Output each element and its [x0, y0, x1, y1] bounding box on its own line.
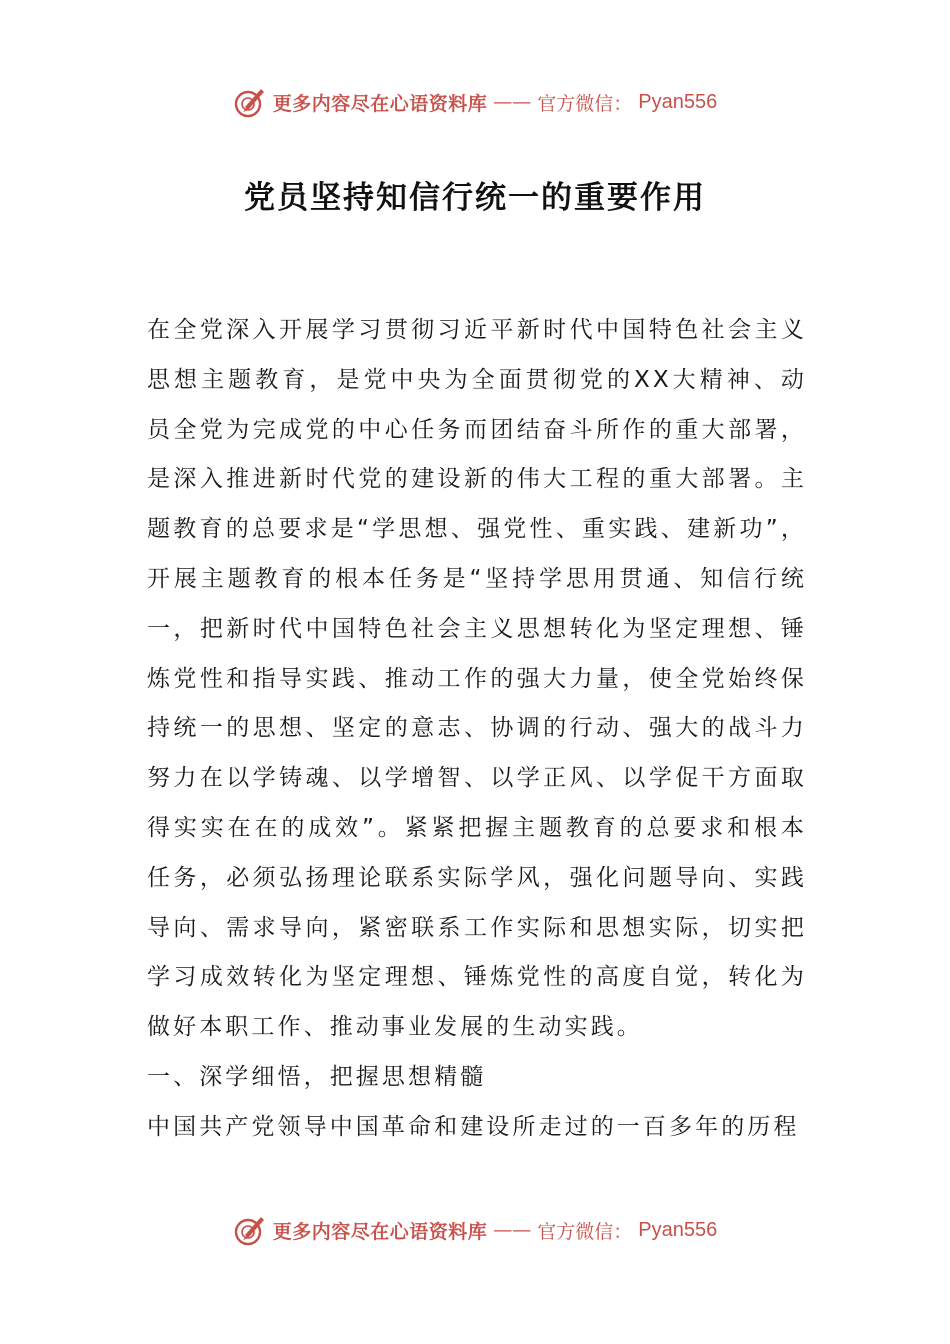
watermark-separator: ——: [493, 1219, 532, 1241]
watermark-brand-text: 更多内容尽在心语资料库: [272, 92, 488, 115]
paragraph-intro: 在全党深入开展学习贯彻习近平新时代中国特色社会主义思想主题教育，是党中央为全面贯彻党的XX大精神、动员全党为完成党的中心任务而团结奋斗所作的重大部署，是深入推进新时代党的建设新的伟大工程的重大部署。主题教育的总要求是“学思想、强党性、重实践、建新功”，开展主题教育的根本任务是“坚持学思用贯通、知信行统一，把新时代中国特色社会主义思想转化为坚定理想、锤炼党性和指导实践、推动工作的强大力量，使全党始终保持统一的思想、坚定的意志、协调的行动、强大的战斗力努力在以学铸魂、以学增智、以学正风、以学促干方面取得实实在在的成效”。紧紧把握主题教育的总要求和根本任务，必须弘扬理论联系实际学风，强化问题导向、实践导向、需求导向，紧密联系工作实际和思想实际，切实把学习成效转化为坚定理想、锤炼党性的高度自觉，转化为做好本职工作、推动事业发展的生动实践。: [147, 317, 807, 1041]
pen-nib-circle-icon: [233, 85, 267, 119]
watermark-wechat-handle: Pyan556: [638, 1218, 718, 1241]
watermark-wechat-label: 官方微信：: [537, 92, 633, 115]
watermark-brand-text: 更多内容尽在心语资料库: [272, 1220, 488, 1243]
paragraph-section-one: 中国共产党领导中国革命和建设所走过的一百多年的历程: [147, 1113, 800, 1140]
pen-nib-circle-icon: [233, 1213, 267, 1247]
document-title: 党员坚持知信行统一的重要作用: [244, 180, 706, 216]
watermark-separator: ——: [493, 91, 532, 113]
footer-watermark: [0, 1210, 950, 1250]
watermark-wechat-label: 官方微信：: [537, 1220, 633, 1243]
header-watermark: [0, 82, 950, 122]
watermark-wechat-handle: Pyan556: [638, 90, 718, 113]
document-body: [147, 306, 807, 1153]
section-heading: 一、深学细悟，把握思想精髓: [147, 1063, 487, 1090]
